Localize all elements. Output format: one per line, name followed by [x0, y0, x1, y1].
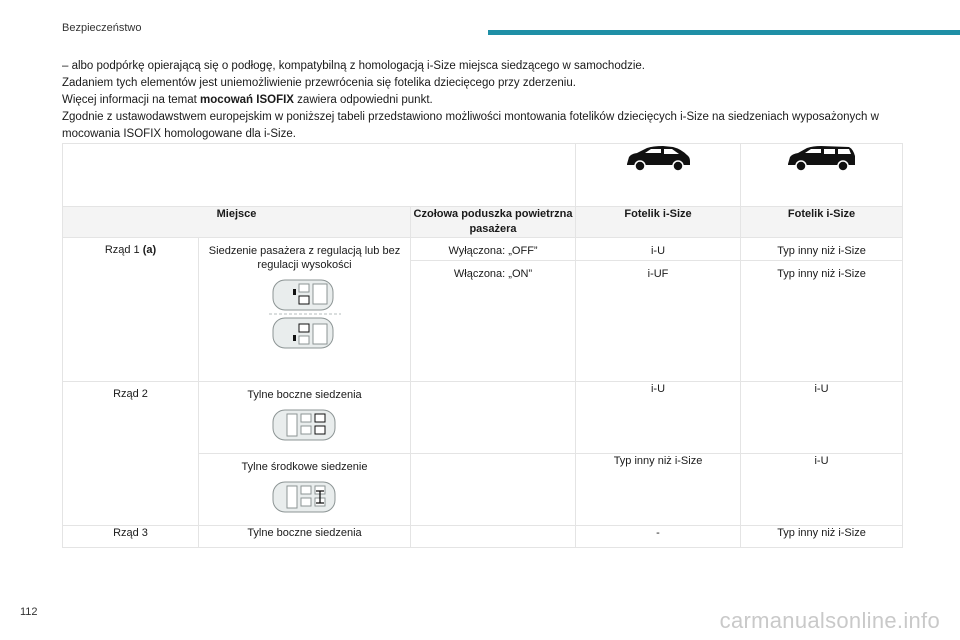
row-1-airbag-on: Włączona: „ON” — [411, 260, 575, 281]
rear-side-seat-diagram-icon — [269, 408, 341, 442]
header-accent-bar — [488, 30, 960, 35]
intro-line-1: – albo podpórkę opierającą się o podłogę, kompatybilną z homologacją i-Size miejsca siedzącego w samochodzie. — [62, 60, 646, 72]
row-1-seat1-cell — [576, 238, 741, 382]
table-row-1 — [63, 238, 903, 382]
row-2-side-seat2: i-U — [741, 382, 903, 454]
row-1-seat-desc-text: Siedzenie pasażera z regulacją lub bez regulacji wysokości — [208, 245, 401, 271]
row-1-airbag-cell — [411, 238, 576, 382]
row-3-airbag — [411, 526, 576, 548]
table-row-3 — [63, 526, 903, 548]
icon-row — [63, 144, 903, 207]
intro-line-2: Zadaniem tych elementów jest uniemożliwienie przewrócenia się fotelika dziecięcego przy zderzeniu. — [62, 77, 576, 89]
watermark: carmanualsonline.info — [719, 608, 940, 633]
col-header-place: Miejsce — [63, 207, 411, 238]
col-header-seat2: Fotelik i-Size — [741, 207, 903, 238]
row-1-label — [63, 238, 199, 382]
row-1-seat2-cell — [741, 238, 903, 382]
suv-car-icon — [623, 144, 693, 174]
row-1-seat1-off: i-U — [650, 245, 666, 257]
row-2-center-desc — [199, 454, 411, 526]
row-2-center-airbag — [411, 454, 576, 526]
isofix-table — [62, 143, 903, 548]
row-1-seat2-on: Typ inny niż i-Size — [741, 260, 902, 281]
row-2-label: Rząd 2 — [63, 382, 199, 526]
intro-text — [62, 58, 902, 143]
isofix-link-text: mocowań ISOFIX — [200, 94, 294, 106]
col-header-airbag: Czołowa poduszka powietrzna pasażera — [411, 207, 576, 238]
front-seat-diagram-icon — [269, 278, 341, 352]
intro-line-3-post: zawiera odpowiedni punkt. — [293, 94, 433, 106]
row-2-side-desc-text: Tylne boczne siedzenia — [247, 389, 362, 401]
row-3-seat1: - — [576, 526, 741, 548]
row-3-desc: Tylne boczne siedzenia — [199, 526, 411, 548]
row-2-center-desc-text: Tylne środkowe siedzenie — [241, 461, 368, 473]
suv-cell — [576, 144, 741, 207]
estate-car-icon — [785, 144, 859, 174]
row-2-side-seat1: i-U — [576, 382, 741, 454]
row-2-side-desc — [199, 382, 411, 454]
row-1-label-note: (a) — [142, 244, 157, 256]
row-1-seat-desc — [199, 238, 411, 382]
row-2-side-airbag — [411, 382, 576, 454]
row-1-seat2-off: Typ inny niż i-Size — [777, 245, 866, 257]
row-3-label: Rząd 3 — [63, 526, 199, 548]
table-row-2a — [63, 382, 903, 454]
row-1-airbag-off: Wyłączona: „OFF” — [448, 245, 538, 257]
intro-line-3-pre: Więcej informacji na temat — [62, 94, 201, 106]
row-1-label-text: Rząd 1 — [104, 244, 140, 256]
row-2-center-seat1: Typ inny niż i-Size — [576, 454, 741, 526]
row-3-seat2: Typ inny niż i-Size — [741, 526, 903, 548]
page-number: 112 — [20, 606, 38, 618]
section-title: Bezpieczeństwo — [62, 22, 142, 34]
intro-line-4: Zgodnie z ustawodawstwem europejskim w poniższej tabeli przedstawiono możliwości montowania fotelików dziecięcych i-Size na siedzeniach wyposażonych w mocowania ISOFIX homologowane dla i-Size. — [62, 111, 879, 140]
rear-center-seat-diagram-icon — [269, 480, 341, 514]
icon-row-empty — [63, 144, 576, 207]
col-header-seat1: Fotelik i-Size — [576, 207, 741, 238]
row-2-center-seat2: i-U — [741, 454, 903, 526]
header-row — [63, 207, 903, 238]
estate-cell — [741, 144, 903, 207]
row-1-seat1-on: i-UF — [576, 260, 740, 281]
intro-line-3 — [62, 92, 902, 109]
